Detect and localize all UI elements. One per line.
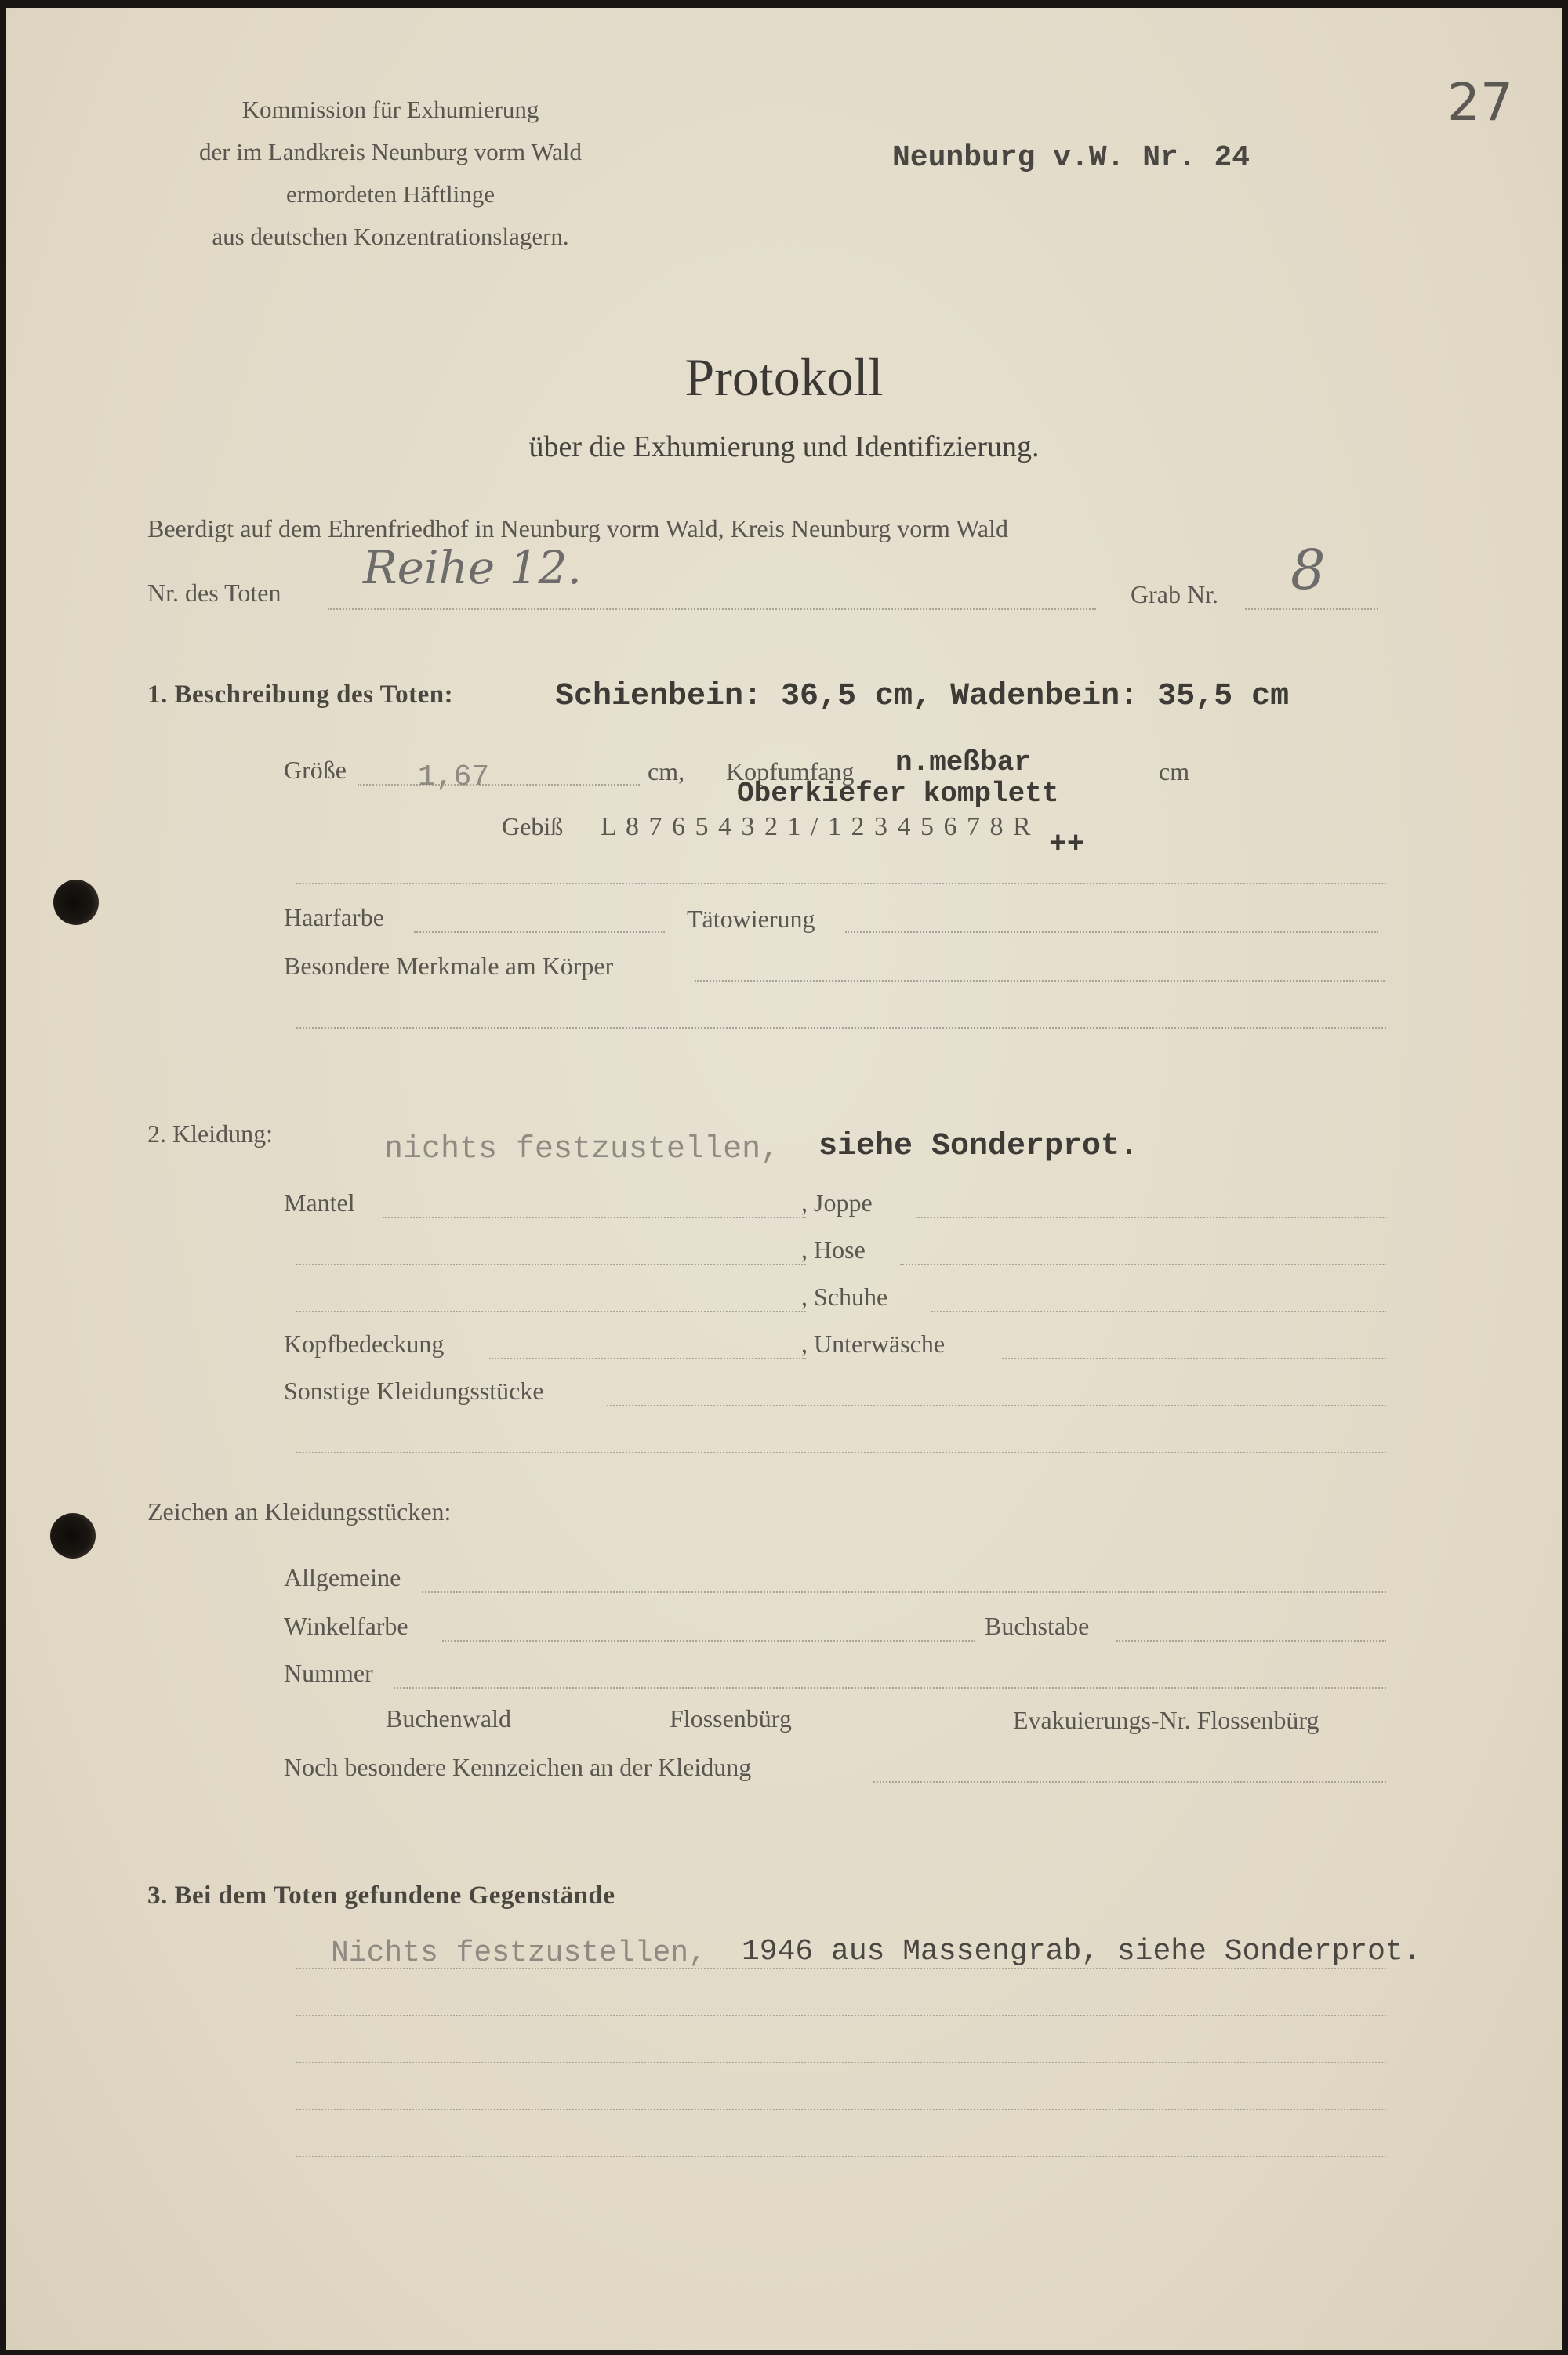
section-3-typed: 1946 aus Massengrab, siehe Sonderprot. [742, 1935, 1421, 1969]
letter-label: Buchstabe [985, 1612, 1090, 1640]
header-line-3: ermordeten Häftlinge [286, 180, 495, 208]
triangle-color-label: Winkelfarbe [284, 1612, 408, 1640]
teeth-scheme: L 8 7 6 5 4 3 2 1 / 1 2 3 4 5 6 7 8 R [601, 812, 1033, 841]
further-marks-label: Noch besondere Kennzeichen an der Kleidung [284, 1753, 752, 1781]
header-line-4: aus deutschen Konzentrationslagern. [212, 223, 569, 250]
buchenwald-label: Buchenwald [386, 1704, 511, 1733]
section-2-typed-faint: nichts festzustellen, [384, 1132, 780, 1167]
punch-hole-bottom [50, 1513, 96, 1559]
tattoo-label: Tätowierung [687, 905, 815, 933]
jaw-note: Oberkiefer komplett [737, 778, 1059, 810]
header-line-1: Kommission für Exhumierung [241, 96, 539, 123]
teeth-marks: ++ [1049, 828, 1085, 862]
evacuation-number-label: Evakuierungs-Nr. Flossenbürg [1013, 1706, 1319, 1734]
dead-number-label: Nr. des Toten [147, 579, 281, 607]
page-number: 27 [1447, 72, 1513, 132]
reference-number: Neunburg v.W. Nr. 24 [892, 141, 1250, 175]
headwear-label: Kopfbedeckung [284, 1330, 445, 1358]
dead-number-value: Reihe 12. [363, 541, 582, 594]
section-3-label: 3. Bei dem Toten gefundene Gegenstände [147, 1881, 615, 1910]
burial-line: Beerdigt auf dem Ehrenfriedhof in Neunburg vorm Wald, Kreis Neunburg vorm Wald [147, 514, 1008, 542]
clothing-marks-label: Zeichen an Kleidungsstücken: [147, 1497, 452, 1526]
flossenburg-label: Flossenbürg [670, 1704, 792, 1733]
body-marks-label: Besondere Merkmale am Körper [284, 952, 614, 980]
jacket-label: , Joppe [801, 1188, 873, 1217]
trousers-label: , Hose [801, 1236, 866, 1264]
section-2-typed: siehe Sonderprot. [818, 1129, 1139, 1164]
page-subtitle: über die Exhumierung und Identifizierung. [528, 430, 1040, 463]
general-label: Allgemeine [284, 1563, 401, 1591]
underwear-label: , Unterwäsche [801, 1330, 946, 1358]
section-2-label: 2. Kleidung: [147, 1119, 273, 1148]
head-circumference-label: Kopfumfang [726, 757, 855, 786]
grave-number-label: Grab Nr. [1131, 580, 1218, 608]
head-circumference-unit: cm [1159, 757, 1190, 786]
shoes-label: , Schuhe [801, 1283, 888, 1311]
height-unit: cm, [648, 757, 685, 786]
number-label: Nummer [284, 1659, 373, 1687]
section-1-label: 1. Beschreibung des Toten: [147, 680, 454, 709]
header-line-2: der im Landkreis Neunburg vorm Wald [199, 138, 582, 165]
punch-hole-top [53, 880, 99, 925]
section-1-typed-measurements: Schienbein: 36,5 cm, Wadenbein: 35,5 cm [555, 679, 1290, 714]
height-value: 1,67 [418, 760, 490, 794]
section-3-typed-faint: Nichts festzustellen, [331, 1936, 706, 1970]
other-clothing-label: Sonstige Kleidungsstücke [284, 1377, 544, 1405]
height-label: Größe [284, 756, 347, 784]
document-page [6, 8, 1562, 2350]
page-title: Protokoll [684, 347, 884, 407]
teeth-label: Gebiß [502, 812, 564, 840]
grave-number-value: 8 [1290, 538, 1326, 602]
hair-color-label: Haarfarbe [284, 903, 384, 931]
head-circumference-value: n.meßbar [895, 746, 1031, 778]
coat-label: Mantel [284, 1188, 355, 1217]
